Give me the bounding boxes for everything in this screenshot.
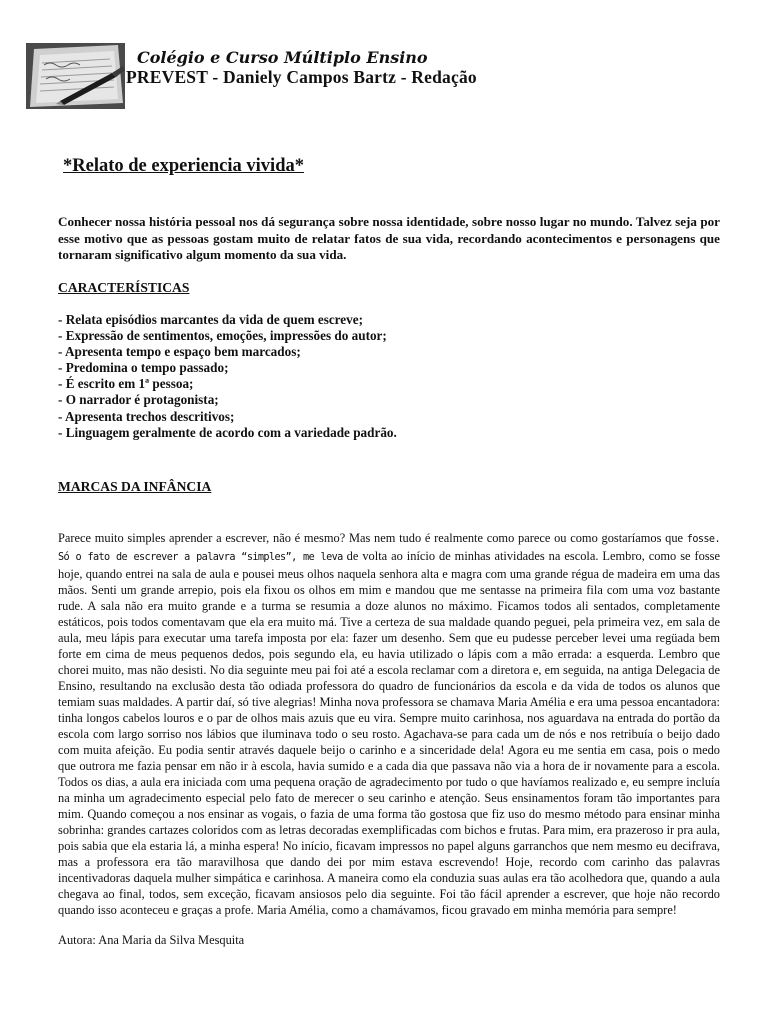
story-text-part1: Parece muito simples aprender a escrever, não é mesmo? Mas nem tudo é realmente como parece ou como gostaríamos que [58,531,687,545]
pen-on-paper-logo-icon [26,43,125,109]
list-item: - É escrito em 1ª pessoa; [58,376,194,392]
document-title: *Relato de experiencia vivida* [63,156,304,176]
list-item: - Apresenta trechos descritivos; [58,408,235,424]
story-heading: MARCAS DA INFÂNCIA [58,479,212,494]
school-name: Colégio e Curso Múltiplo Ensino [137,48,428,67]
course-line: PREVEST - Daniely Campos Bartz - Redação [126,67,477,87]
intro-paragraph: Conhecer nossa história pessoal nos dá segurança sobre nossa identidade, sobre nosso lugar no mundo. Talvez seja por esse motivo que as pessoas gostam muito de relatar fatos de sua vida, recordando acontecimentos e personagens que tornaram significativo algum momento da sua vida. [58,214,720,263]
list-item: - Predomina o tempo passado; [58,360,229,376]
list-item: - Relata episódios marcantes da vida de quem escreve; [58,312,363,327]
author-credit: Autora: Ana Maria da Silva Mesquita [58,933,245,947]
story-handwritten-text: fosse. Só o fato de escrever a palavra “simples”, me leva [58,534,720,563]
list-item: - Linguagem geralmente de acordo com a variedade padrão. [58,424,397,440]
story-text-part2: de volta ao início de minhas atividades na escola. Lembro, como se fosse hoje, quando entrei na sala de aula e pousei meus olhos naquela senhora alta e magra com uma grande régua de madeira em uma das mãos. Senti um grande arrepio, pois ela fixou os olhos em mim e mandou que me sentasse na primeira fila com uma voz bastante rude. A sala não era muito grande e a turma se resumia a doze alunos no máximo. Ficamos todos ali sentados, completamente estáticos, pois todos comentavam que ela era muito má. Tive a certeza de sua maldade quando peguei, pela primeira vez, em sala de aula, meu lápis para executar uma tarefa imposta por ela: fazer um desenho. Sem que eu pudesse perceber levei uma regüada bem forte em cima de meus pequenos dedos, pois segundo ela, eu havia utilizado o lápis com a mão errada: a esquerda. Lembro que chorei muito, mas não desisti. No dia seguinte meu pai foi até a escola reclamar com a diretora e, em seguida, na antiga Delegacia de Ensino, resultando na exclusão desta tão odiada professora do quadro de funcionários da escola e da vida de todos os alunos que temiam suas maldades. A partir daí, só tive alegrias! Minha nova professora se chamava Maria Amélia e era uma pessoa encantadora: tinha longos cabelos louros e o par de olhos mais azuis que eu vira. Sempre muito carinhosa, nos aguardava na entrada do portão da escola com largo sorriso nos lábios que iluminava todo o seu rosto. Agachava-se para cada um de nós e nos retribuía o beijo dado com muita afeição. Eu podia sentir através daquele beijo o carinho e a sinceridade dela! Agora eu me sentia em casa, pois o medo que outrora me fazia pensar em não ir à escola, havia sumido e a cada dia que passava não via a hora de ir novamente para a escola. Todos os dias, a aula era iniciada com uma pequena oração de agradecimento por tudo o que havíamos realizado e, eu sempre incluía na minha um agradecimento especial pelo fato de merecer o seu carinho e atenção. Seus ensinamentos foram tão importantes para mim. Quando começou a nos ensinar as vogais, o fazia de uma forma tão gostosa que fiz uso do mesmo método para ensinar minha sobrinha: grandes cartazes coloridos com as letras decoradas exemplificadas com bichos e frutas. Para mim, era prazeroso ir pra aula, pois sabia que ela estaria lá, a minha espera! No início, ficavam impressos no papel alguns garranchos que nem mesmo eu decifrava, mas a professora era tão maravilhosa que dando dei por mim estava escrevendo! Hoje, recordo com carinho das palavras incentivadoras daquela mulher simpática e carinhosa. A maneira como ela conduzia suas aulas era tão acolhedora que, quando a aula chegava ao final, todos, sem exceção, ficavam ansiosos pelo dia seguinte. Foi tão fácil aprender a escrever, que hoje não recordo quando isso aconteceu e graças a profe. Maria Amélia, como a chamávamos, ficou gravado em minha memória para sempre! [58,549,721,917]
school-logo [26,43,125,109]
list-item: - Expressão de sentimentos, emoções, impressões do autor; [58,328,387,344]
characteristics-heading: CARACTERÍSTICAS [58,280,190,295]
list-item: - O narrador é protagonista; [58,392,219,408]
list-item: - Apresenta tempo e espaço bem marcados; [58,344,301,360]
characteristics-list [58,312,397,441]
story-paragraph [58,530,720,918]
